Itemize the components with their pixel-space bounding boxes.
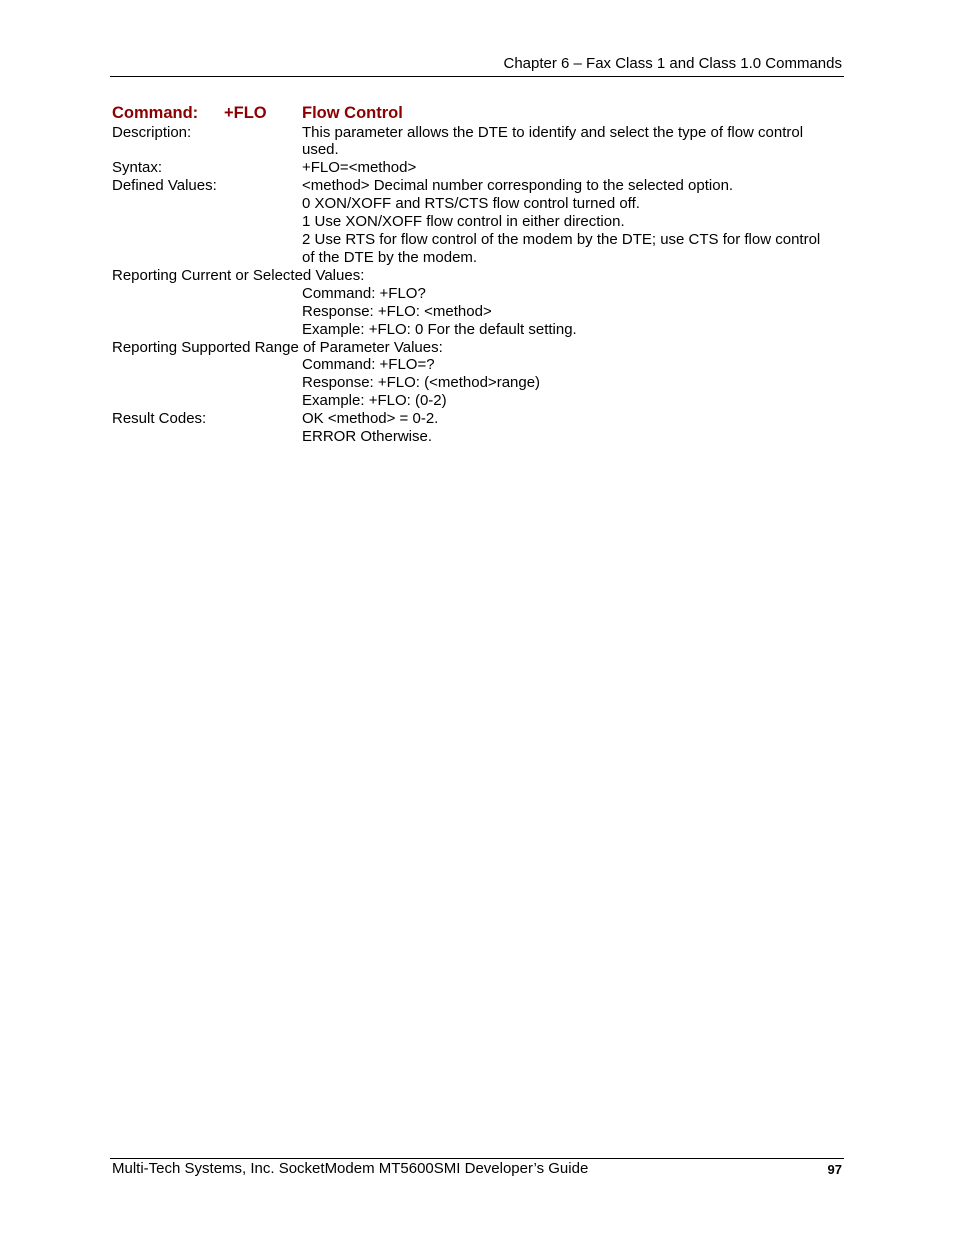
reporting-range-row bbox=[0, 356, 954, 374]
header-divider bbox=[110, 76, 844, 77]
chapter-title: Chapter 6 – Fax Class 1 and Class 1.0 Commands bbox=[503, 55, 842, 72]
description-text-line2: used. bbox=[302, 141, 339, 158]
defined-value-line4: 2 Use RTS for flow control of the modem by the DTE; use CTS for flow control bbox=[302, 231, 821, 248]
syntax-row bbox=[0, 159, 954, 177]
defined-value-line3: 1 Use XON/XOFF flow control in either direction. bbox=[302, 213, 625, 230]
description-text-line1: This parameter allows the DTE to identify and select the type of flow control bbox=[302, 124, 804, 141]
syntax-label: Syntax: bbox=[112, 159, 163, 176]
page-number: 97 bbox=[827, 1162, 842, 1177]
reporting-current-row bbox=[0, 321, 954, 339]
result-ok: OK <method> = 0-2. bbox=[302, 410, 439, 427]
reporting-range-row bbox=[0, 392, 954, 410]
defined-values-row bbox=[0, 177, 954, 195]
defined-values-label: Defined Values: bbox=[112, 177, 217, 194]
result-codes-row bbox=[0, 410, 954, 428]
reporting-range-row bbox=[0, 374, 954, 392]
defined-values-row bbox=[0, 249, 954, 267]
command-heading bbox=[0, 103, 954, 123]
description-label: Description: bbox=[112, 124, 192, 141]
command-name: Flow Control bbox=[302, 104, 403, 122]
defined-value-line2: 0 XON/XOFF and RTS/CTS flow control turned off. bbox=[302, 195, 640, 212]
description-row-continued bbox=[0, 141, 954, 159]
current-example: Example: +FLO: 0 For the default setting. bbox=[302, 321, 577, 338]
reporting-range-label: Reporting Supported Range of Parameter Values: bbox=[112, 339, 443, 356]
description-row bbox=[0, 124, 954, 142]
syntax-value: +FLO=<method> bbox=[302, 159, 417, 176]
range-example: Example: +FLO: (0-2) bbox=[302, 392, 447, 409]
reporting-current-row bbox=[0, 285, 954, 303]
result-error: ERROR Otherwise. bbox=[302, 428, 433, 445]
reporting-current-label: Reporting Current or Selected Values: bbox=[112, 267, 365, 284]
reporting-range-row bbox=[0, 339, 954, 357]
footer-guide-title: Multi-Tech Systems, Inc. SocketModem MT5600SMI Developer’s Guide bbox=[112, 1160, 589, 1177]
command-label: Command: bbox=[112, 104, 199, 122]
range-command: Command: +FLO=? bbox=[302, 356, 435, 373]
current-command: Command: +FLO? bbox=[302, 285, 426, 302]
result-codes-label: Result Codes: bbox=[112, 410, 207, 427]
defined-value-line5: of the DTE by the modem. bbox=[302, 249, 478, 266]
reporting-current-row bbox=[0, 303, 954, 321]
command-code: +FLO bbox=[224, 104, 267, 122]
range-response: Response: +FLO: (<method>range) bbox=[302, 374, 541, 391]
result-codes-row bbox=[0, 428, 954, 446]
defined-values-row bbox=[0, 231, 954, 249]
footer-divider bbox=[110, 1158, 844, 1159]
reporting-current-row bbox=[0, 267, 954, 285]
current-response: Response: +FLO: <method> bbox=[302, 303, 492, 320]
defined-values-row bbox=[0, 213, 954, 231]
defined-value-line1: <method> Decimal number corresponding to the selected option. bbox=[302, 177, 734, 194]
defined-values-row bbox=[0, 195, 954, 213]
